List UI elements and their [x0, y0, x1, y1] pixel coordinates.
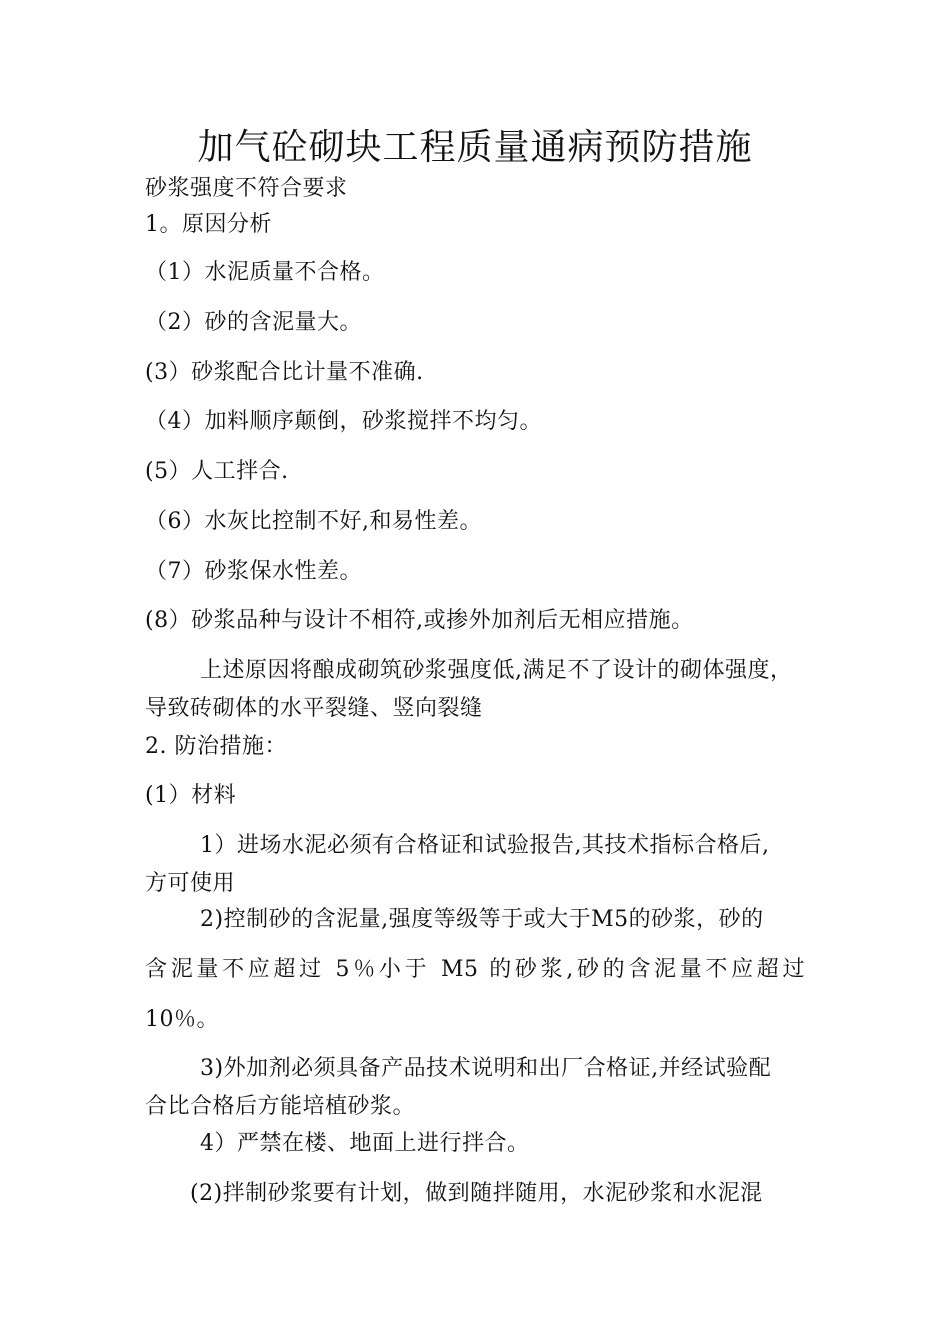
- paragraph-line: 2)控制砂的含泥量,强度等级等于或大于M5的砂浆，砂的: [200, 907, 764, 932]
- list-item: (3）砂浆配合比计量不准确.: [145, 360, 424, 385]
- list-item: (1）材料: [145, 783, 237, 808]
- subsection-heading: 1。原因分析: [145, 212, 272, 237]
- list-item: (8）砂浆品种与设计不相符,或掺外加剂后无相应措施。: [145, 608, 694, 633]
- list-item: （2）砂的含泥量大。: [145, 310, 362, 335]
- list-item: （1）水泥质量不合格。: [145, 260, 385, 285]
- paragraph-line: 10％。: [145, 1007, 219, 1032]
- paragraph-line: 上述原因将酿成砌筑砂浆强度低,满足不了设计的砌体强度，: [200, 658, 793, 683]
- paragraph-line: 3)外加剂必须具备产品技术说明和出厂合格证,并经试验配: [200, 1056, 772, 1081]
- subsection-heading: 2. 防治措施：: [145, 734, 287, 759]
- paragraph-line: 导致砖砌体的水平裂缝、竖向裂缝: [145, 696, 483, 721]
- paragraph-line: (2)拌制砂浆要有计划，做到随拌随用，水泥砂浆和水泥混: [190, 1181, 763, 1206]
- paragraph-line: 方可使用: [145, 871, 236, 896]
- paragraph-line: 1）进场水泥必须有合格证和试验报告,其技术指标合格后,: [200, 833, 770, 858]
- paragraph-line: 含泥量不应超过 5％小于 M5 的砂浆,砂的含泥量不应超过: [145, 957, 805, 982]
- list-item: （7）砂浆保水性差。: [145, 559, 362, 584]
- list-item: (5）人工拌合.: [145, 459, 289, 484]
- paragraph-line: 4）严禁在楼、地面上进行拌合。: [200, 1131, 530, 1156]
- section-heading: 砂浆强度不符合要求: [145, 176, 348, 201]
- paragraph-line: 合比合格后方能培植砂浆。: [145, 1094, 416, 1119]
- list-item: （6）水灰比控制不好,和易性差。: [145, 509, 482, 534]
- list-item: （4）加料顺序颠倒，砂浆搅拌不均匀。: [145, 409, 542, 434]
- document-title: 加气砼砌块工程质量通病预防措施: [197, 127, 753, 168]
